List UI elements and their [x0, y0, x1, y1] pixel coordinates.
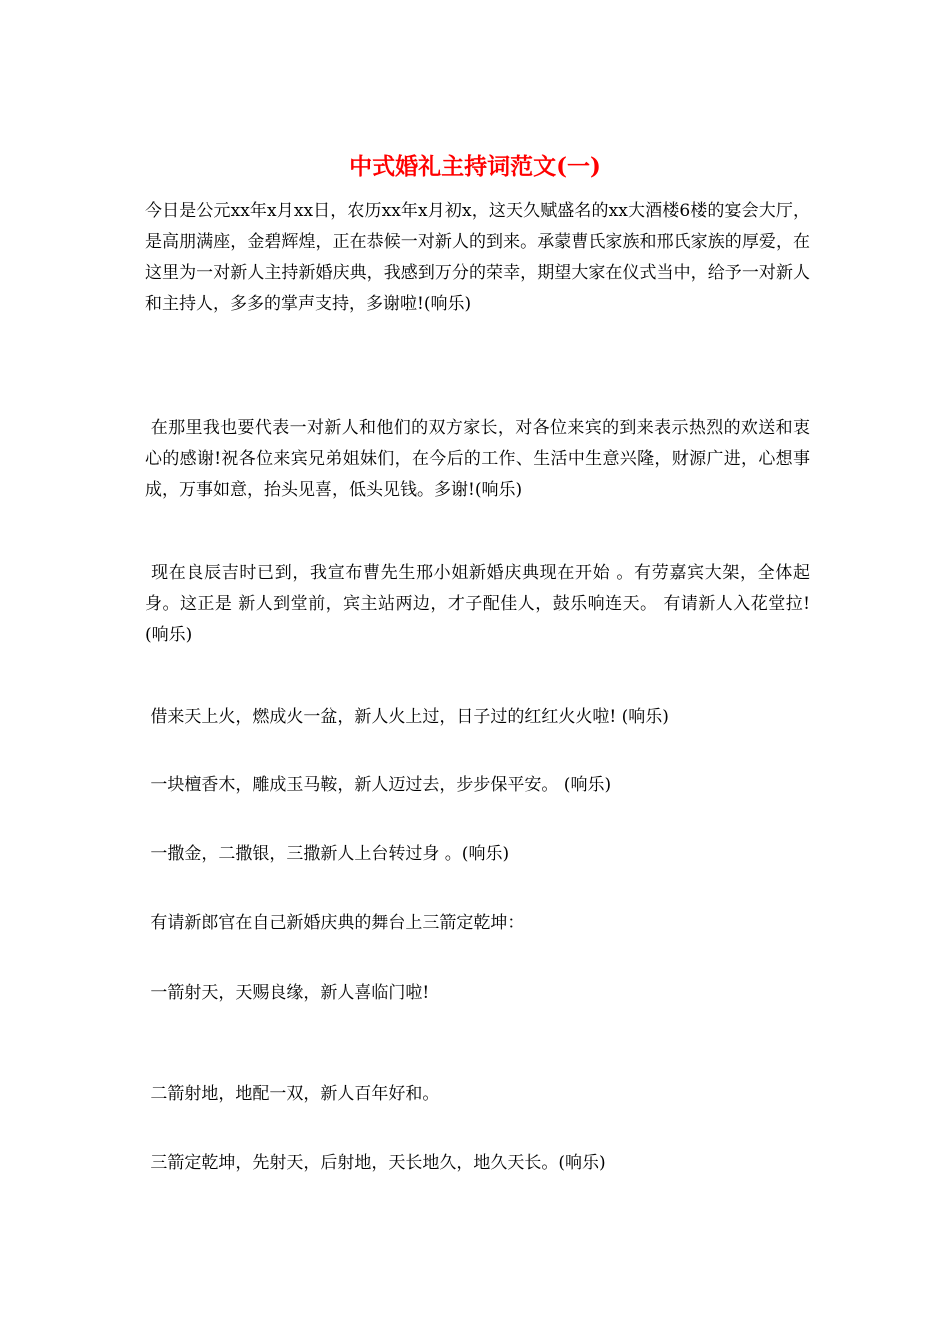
paragraph-opening: 今日是公元xx年x月xx日，农历xx年x月初x，这天久赋盛名的xx大酒楼6楼的宴会大厅，是高朋满座，金碧辉煌，正在恭候一对新人的到来。承蒙曹氏家族和邢氏家族的厚爱，在这里为一对新人主持新婚庆典，我感到万分的荣幸，期望大家在仪式当中，给予一对新人和主持人，多多的掌声支持，多谢啦!(响乐) [145, 201, 810, 314]
paragraph-arrow-one: 一箭射天，天赐良缘，新人喜临门啦! [145, 983, 430, 1003]
paragraph-ceremony-start: 现在良辰吉时已到，我宣布曹先生邢小姐新婚庆典现在开始 。有劳嘉宾大架，全体起身。这正是 新人到堂前，宾主站两边，才子配佳人，鼓乐响连天。 有请新人入花堂拉!(响乐) [145, 563, 811, 645]
paragraph-saddle: 一块檀香木，雕成玉马鞍，新人迈过去，步步保平安。 (响乐) [145, 775, 612, 795]
document-title: 中式婚礼主持词范文(一) [349, 153, 601, 180]
paragraph-scatter: 一撒金，二撒银，三撒新人上台转过身 。(响乐) [145, 844, 510, 864]
paragraph-fire: 借来天上火，燃成火一盆，新人火上过，日子过的红红火火啦! (响乐) [145, 707, 669, 727]
paragraph-arrows-intro: 有请新郎官在自己新婚庆典的舞台上三箭定乾坤： [145, 913, 525, 933]
paragraph-arrow-three: 三箭定乾坤，先射天，后射地，天长地久，地久天长。(响乐) [145, 1153, 606, 1173]
paragraph-arrow-two: 二箭射地，地配一双，新人百年好和。 [145, 1084, 440, 1104]
paragraph-thanks: 在那里我也要代表一对新人和他们的双方家长，对各位来宾的到来表示热烈的欢送和衷心的感谢!祝各位来宾兄弟姐妹们，在今后的工作、生活中生意兴隆，财源广进，心想事成，万事如意，抬头见喜，低头见钱。多谢!(响乐) [145, 418, 810, 500]
